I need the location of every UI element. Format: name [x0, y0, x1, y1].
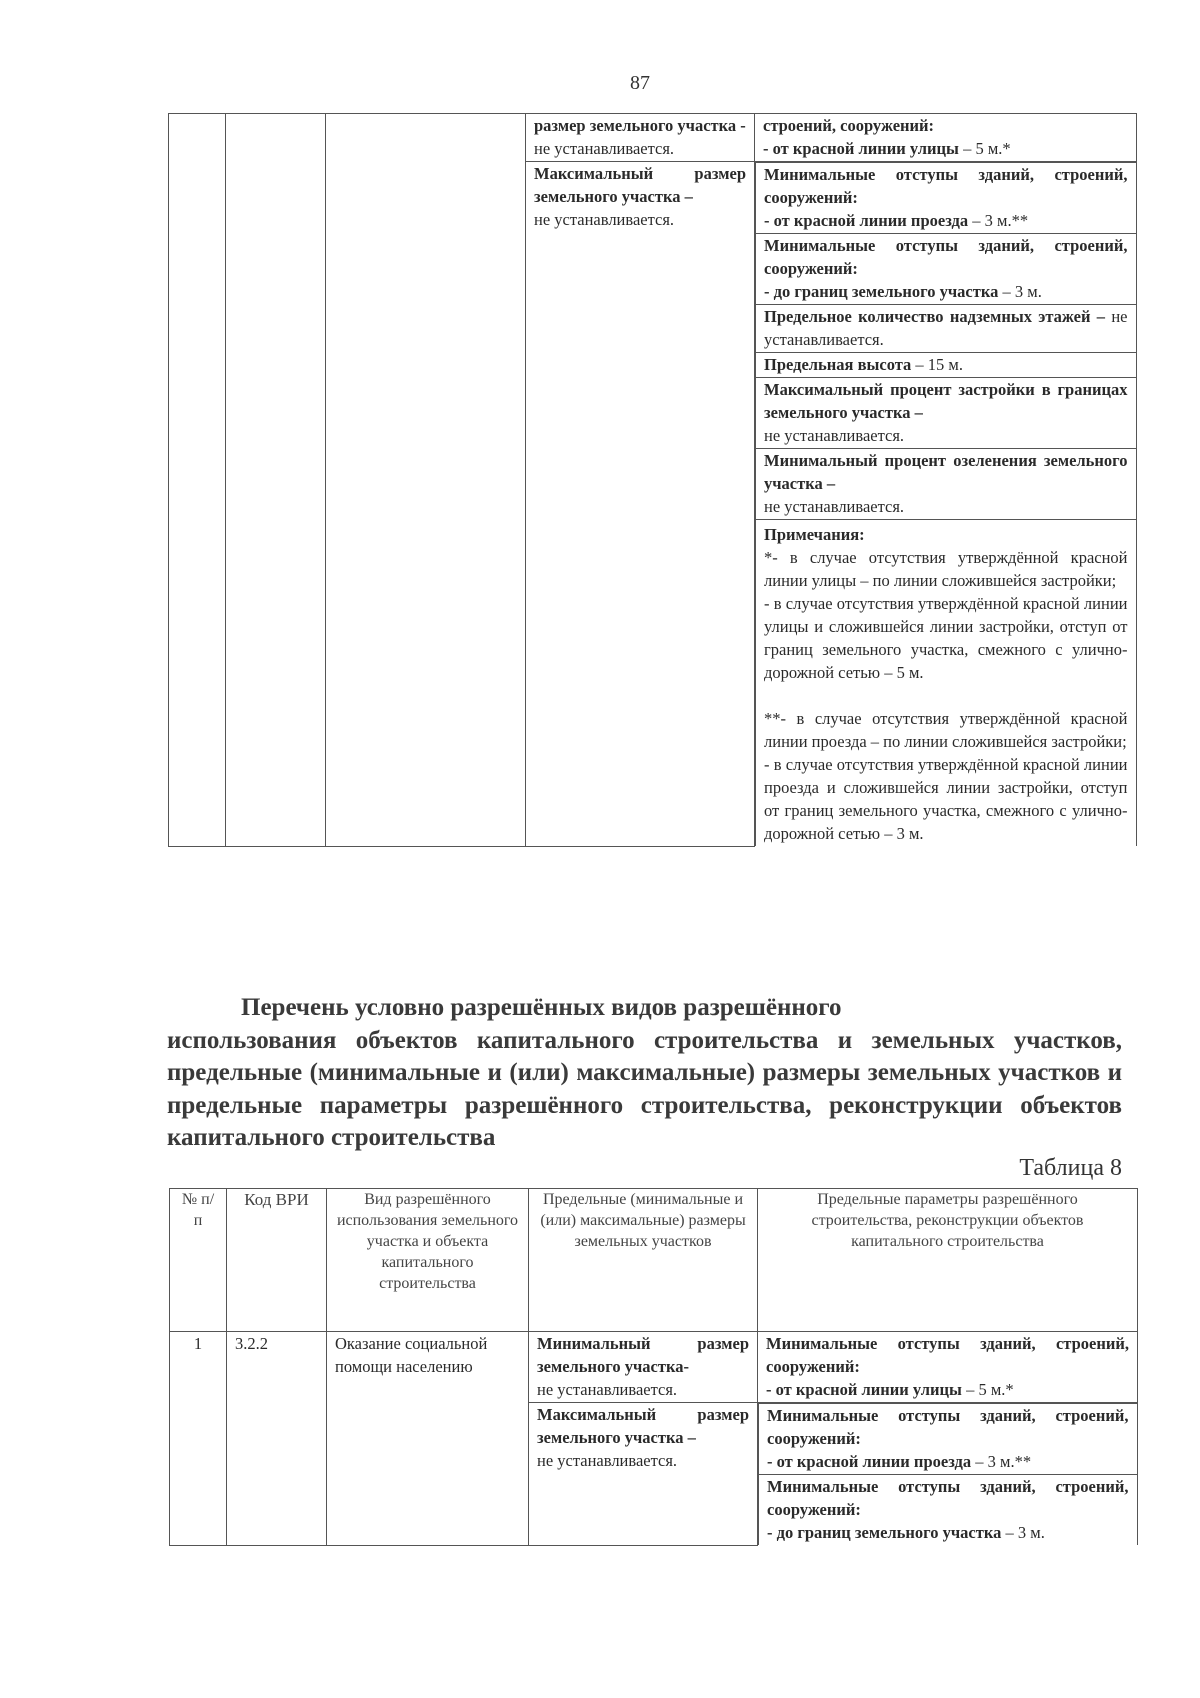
params-stack	[755, 162, 1137, 847]
row-num: 1	[170, 1332, 227, 1546]
note-1: *- в случае отсутствия утверждённой красной линии улицы – по линии сложившейся застройки;	[764, 548, 1128, 590]
param-3-bold: Предельное количество надземных этажей –	[764, 307, 1106, 326]
row-code: 3.2.2	[227, 1332, 327, 1546]
header-use-type: Вид разрешённого использования земельного участка и объекта капитального строительства	[327, 1189, 529, 1332]
param-cell-3	[756, 305, 1137, 353]
params-inner-table	[755, 162, 1137, 846]
header-plot-size: Предельные (минимальные и (или) максимальные) размеры земельных участков	[529, 1189, 758, 1332]
row-param-0-bold: Минимальные отступы зданий, строений, сооружений: - от красной линии улицы	[766, 1334, 1129, 1399]
row-params-inner	[758, 1403, 1138, 1545]
row-size-max-label: Максимальный размер земельного участка –	[537, 1405, 749, 1447]
size-max-label: Максимальный размер земельного участка –	[534, 164, 746, 206]
param-cell-1	[756, 163, 1137, 234]
row-param-1-plain: – 3 м.**	[971, 1452, 1032, 1471]
empty-code-cell	[226, 114, 326, 847]
header-params: Предельные параметры разрешённого строительства, реконструкции объектов капитального строительства	[758, 1189, 1138, 1332]
row-params-stack	[758, 1403, 1138, 1546]
heading-first-line: Перечень условно разрешённых видов разрешённого	[241, 994, 842, 1021]
param-1-plain: – 3 м.**	[968, 211, 1029, 230]
header-num: № п/п	[170, 1189, 227, 1332]
notes-cell	[756, 520, 1137, 847]
table-8	[169, 1188, 1138, 1546]
param-cell-5	[756, 378, 1137, 449]
continued-table	[168, 113, 1137, 847]
param-1-bold: Минимальные отступы зданий, строений, сооружений: - от красной линии проезда	[764, 165, 1128, 230]
size-cell-max	[526, 162, 755, 847]
param-0-plain: – 5 м.*	[958, 139, 1011, 158]
notes-title: Примечания:	[764, 525, 865, 544]
row-param-0	[758, 1332, 1138, 1403]
row-param-2-plain: – 3 м.	[1001, 1523, 1045, 1542]
note-2: - в случае отсутствия утверждённой красной линии улицы и сложившейся линии застройки, отступ от границ земельного участка, смежного с улично-дорожной сетью – 5 м.	[764, 594, 1128, 682]
page-number: 87	[630, 72, 650, 94]
param-4-bold: Предельная высота	[764, 355, 912, 374]
param-cell-4	[756, 353, 1137, 378]
section-heading	[167, 992, 1122, 1155]
row-size-max-value: не устанавливается.	[537, 1451, 678, 1470]
table-header-row	[170, 1189, 1138, 1332]
notes-spacer	[764, 684, 1128, 707]
size-min-label: размер земельного участка -	[534, 116, 746, 135]
note-3: **- в случае отсутствия утверждённой красной линии проезда – по линии сложившейся застройки;	[764, 709, 1128, 751]
param-6-bold: Минимальный процент озеленения земельного участка –	[764, 451, 1128, 493]
param-4-plain: – 15 м.	[911, 355, 963, 374]
row-size-min	[529, 1332, 758, 1403]
param-cell-2	[756, 234, 1137, 305]
row-param-1-bold: Минимальные отступы зданий, строений, сооружений: - от красной линии проезда	[767, 1406, 1129, 1471]
table-row	[170, 1332, 1138, 1403]
param-2-bold: Минимальные отступы зданий, строений, сооружений: - до границ земельного участка	[764, 236, 1128, 301]
note-4: - в случае отсутствия утверждённой красной линии проезда и сложившейся линии застройки, отступ от границ земельного участка, смежного с улично-дорожной сетью – 3 м.	[764, 755, 1128, 843]
empty-name-cell	[326, 114, 526, 847]
heading-rest: использования объектов капитального строительства и земельных участков, предельные (минимальные и (или) максимальные) размеры земельных участков и предельные параметры разрешённого строительства, реконструкции объектов капитального строительства	[167, 1026, 1122, 1151]
size-max-value: не устанавливается.	[534, 210, 675, 229]
param-5-bold: Максимальный процент застройки в границах земельного участка –	[764, 380, 1128, 422]
empty-num-cell	[169, 114, 226, 847]
row-use-name: Оказание социальной помощи населению	[327, 1332, 529, 1546]
row-param-0-plain: – 5 м.*	[961, 1380, 1014, 1399]
param-cell-6	[756, 449, 1137, 520]
row-param-1	[759, 1404, 1138, 1475]
param-2-plain: – 3 м.	[998, 282, 1042, 301]
param-0-bold: строений, сооружений: - от красной линии улицы	[763, 116, 959, 158]
param-5-plain: не устанавливается.	[764, 426, 905, 445]
header-code: Код ВРИ	[227, 1189, 327, 1332]
row-size-min-label: Минимальный размер земельного участка-	[537, 1334, 749, 1376]
param-3-plain: не устанавливается.	[764, 307, 1128, 349]
size-min-value: не устанавливается.	[534, 139, 675, 158]
param-6-plain: не устанавливается.	[764, 497, 905, 516]
row-size-max	[529, 1403, 758, 1546]
row-param-2-bold: Минимальные отступы зданий, строений, сооружений: - до границ земельного участка	[767, 1477, 1129, 1542]
param-cell-0	[755, 114, 1137, 162]
size-cell-min	[526, 114, 755, 162]
row-size-min-value: не устанавливается.	[537, 1380, 678, 1399]
table-caption: Таблица 8	[1019, 1155, 1122, 1181]
row-param-2	[759, 1475, 1138, 1546]
